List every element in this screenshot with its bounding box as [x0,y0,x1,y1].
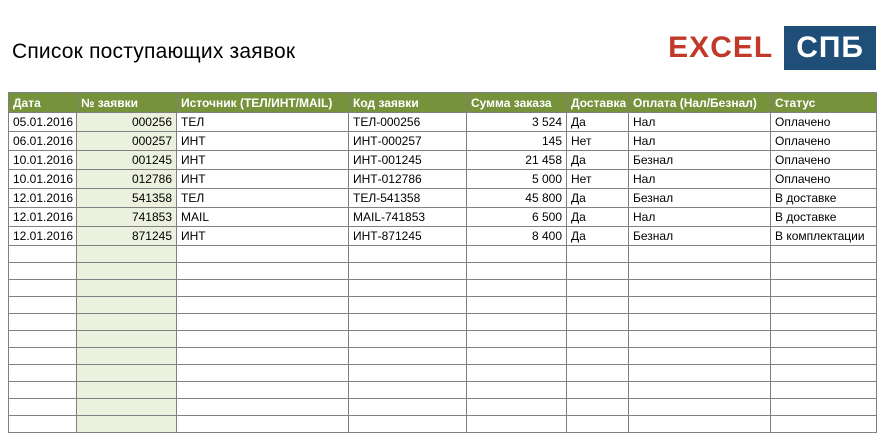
cell-source[interactable]: ТЕЛ [177,189,349,208]
cell-payment[interactable]: Безнал [629,189,771,208]
cell-order-number[interactable] [77,280,177,297]
cell-date[interactable] [9,331,77,348]
cell-order-number[interactable]: 741853 [77,208,177,227]
cell-order-number[interactable] [77,297,177,314]
cell-payment[interactable] [629,348,771,365]
cell-payment[interactable]: Нал [629,170,771,189]
cell-delivery[interactable]: Да [567,189,629,208]
cell-order-code[interactable]: ИНТ-871245 [349,227,467,246]
table-row[interactable] [9,314,877,331]
cell-order-sum[interactable]: 21 458 [467,151,567,170]
cell-delivery[interactable] [567,365,629,382]
orders-table-container [8,92,876,433]
cell-status[interactable] [771,399,877,416]
cell-order-number[interactable]: 541358 [77,189,177,208]
cell-status[interactable]: В доставке [771,189,877,208]
cell-order-sum[interactable] [467,382,567,399]
cell-payment[interactable] [629,280,771,297]
cell-status[interactable]: Оплачено [771,170,877,189]
cell-order-number[interactable]: 000256 [77,113,177,132]
page-title: Список поступающих заявок [12,40,296,63]
cell-payment[interactable]: Нал [629,113,771,132]
table-row[interactable] [9,246,877,263]
cell-date[interactable] [9,348,77,365]
cell-source[interactable]: ИНТ [177,227,349,246]
column-header-status[interactable]: Статус [771,93,877,113]
cell-status[interactable] [771,365,877,382]
cell-date[interactable] [9,365,77,382]
cell-order-code[interactable]: ИНТ-012786 [349,170,467,189]
cell-date[interactable]: 05.01.2016 [9,113,77,132]
table-row[interactable] [9,280,877,297]
cell-date[interactable] [9,263,77,280]
column-header-order-code[interactable]: Код заявки [349,93,467,113]
column-header-delivery[interactable]: Доставка [567,93,629,113]
cell-order-number[interactable]: 001245 [77,151,177,170]
cell-status[interactable] [771,348,877,365]
cell-order-sum[interactable]: 3 524 [467,113,567,132]
cell-payment[interactable] [629,416,771,433]
cell-date[interactable] [9,297,77,314]
cell-source[interactable]: ТЕЛ [177,113,349,132]
cell-date[interactable]: 06.01.2016 [9,132,77,151]
cell-status[interactable] [771,314,877,331]
cell-delivery[interactable] [567,331,629,348]
cell-status[interactable]: Оплачено [771,113,877,132]
cell-source[interactable] [177,382,349,399]
cell-status[interactable] [771,246,877,263]
cell-date[interactable]: 12.01.2016 [9,189,77,208]
cell-payment[interactable] [629,263,771,280]
table-row[interactable] [9,348,877,365]
cell-payment[interactable]: Безнал [629,227,771,246]
cell-payment[interactable] [629,331,771,348]
cell-order-sum[interactable]: 145 [467,132,567,151]
cell-delivery[interactable] [567,246,629,263]
table-header-row [9,93,877,113]
cell-payment[interactable] [629,382,771,399]
cell-delivery[interactable]: Да [567,227,629,246]
cell-order-code[interactable] [349,365,467,382]
table-row[interactable] [9,399,877,416]
column-header-payment[interactable]: Оплата (Нал/Безнал) [629,93,771,113]
cell-delivery[interactable]: Нет [567,170,629,189]
cell-source[interactable] [177,280,349,297]
cell-order-sum[interactable] [467,399,567,416]
cell-order-code[interactable]: ТЕЛ-541358 [349,189,467,208]
cell-delivery[interactable] [567,348,629,365]
cell-payment[interactable] [629,297,771,314]
cell-order-sum[interactable]: 45 800 [467,189,567,208]
cell-order-number[interactable] [77,246,177,263]
cell-source[interactable]: ИНТ [177,151,349,170]
cell-delivery[interactable]: Да [567,151,629,170]
cell-status[interactable] [771,416,877,433]
cell-payment[interactable]: Нал [629,132,771,151]
cell-order-code[interactable] [349,297,467,314]
cell-status[interactable] [771,331,877,348]
cell-order-sum[interactable] [467,365,567,382]
cell-order-sum[interactable] [467,314,567,331]
cell-order-code[interactable]: ТЕЛ-000256 [349,113,467,132]
cell-date[interactable] [9,246,77,263]
cell-order-number[interactable] [77,331,177,348]
cell-source[interactable]: ИНТ [177,132,349,151]
cell-order-code[interactable] [349,348,467,365]
column-header-order-sum[interactable]: Сумма заказа [467,93,567,113]
cell-order-number[interactable] [77,314,177,331]
cell-source[interactable]: MAIL [177,208,349,227]
cell-delivery[interactable] [567,399,629,416]
cell-payment[interactable] [629,314,771,331]
logo-excel-text: EXCEL [657,26,784,70]
cell-status[interactable]: Оплачено [771,151,877,170]
table-row[interactable] [9,170,877,189]
cell-source[interactable]: ИНТ [177,170,349,189]
cell-order-sum[interactable]: 5 000 [467,170,567,189]
cell-order-code[interactable] [349,280,467,297]
table-row[interactable] [9,132,877,151]
cell-order-sum[interactable] [467,297,567,314]
cell-source[interactable] [177,263,349,280]
logo [657,26,876,70]
cell-order-number[interactable] [77,365,177,382]
cell-order-code[interactable] [349,314,467,331]
table-row[interactable] [9,297,877,314]
table-row[interactable] [9,113,877,132]
cell-date[interactable]: 12.01.2016 [9,227,77,246]
cell-date[interactable] [9,416,77,433]
cell-order-sum[interactable]: 6 500 [467,208,567,227]
cell-status[interactable] [771,382,877,399]
cell-payment[interactable]: Безнал [629,151,771,170]
cell-order-number[interactable] [77,382,177,399]
cell-order-code[interactable] [349,399,467,416]
cell-order-code[interactable] [349,382,467,399]
table-body [9,113,877,433]
cell-delivery[interactable]: Да [567,208,629,227]
cell-delivery[interactable] [567,280,629,297]
cell-order-number[interactable] [77,399,177,416]
cell-delivery[interactable] [567,263,629,280]
table-header [9,93,877,113]
cell-order-number[interactable] [77,348,177,365]
table-row[interactable] [9,263,877,280]
cell-status[interactable]: В комплектации [771,227,877,246]
cell-date[interactable] [9,280,77,297]
cell-order-sum[interactable] [467,280,567,297]
cell-source[interactable] [177,399,349,416]
cell-source[interactable] [177,416,349,433]
column-header-source[interactable]: Источник (ТЕЛ/ИНТ/MAIL) [177,93,349,113]
table-row[interactable] [9,382,877,399]
cell-date[interactable]: 12.01.2016 [9,208,77,227]
orders-table [8,92,877,433]
cell-payment[interactable]: Нал [629,208,771,227]
cell-status[interactable] [771,297,877,314]
cell-status[interactable]: Оплачено [771,132,877,151]
table-row[interactable] [9,189,877,208]
table-row[interactable] [9,365,877,382]
cell-order-sum[interactable] [467,246,567,263]
cell-delivery[interactable] [567,382,629,399]
cell-source[interactable] [177,297,349,314]
cell-order-number[interactable] [77,263,177,280]
table-row[interactable] [9,151,877,170]
cell-order-number[interactable] [77,416,177,433]
cell-order-sum[interactable] [467,416,567,433]
column-header-date[interactable]: Дата [9,93,77,113]
cell-order-code[interactable] [349,263,467,280]
table-row[interactable] [9,208,877,227]
table-row[interactable] [9,416,877,433]
cell-payment[interactable] [629,365,771,382]
table-row[interactable] [9,227,877,246]
cell-date[interactable]: 10.01.2016 [9,170,77,189]
cell-status[interactable]: В доставке [771,208,877,227]
cell-source[interactable] [177,348,349,365]
cell-date[interactable] [9,314,77,331]
cell-source[interactable] [177,314,349,331]
cell-order-code[interactable]: ИНТ-000257 [349,132,467,151]
cell-order-number[interactable]: 871245 [77,227,177,246]
cell-date[interactable]: 10.01.2016 [9,151,77,170]
cell-order-sum[interactable] [467,331,567,348]
cell-source[interactable] [177,246,349,263]
cell-order-code[interactable]: ИНТ-001245 [349,151,467,170]
cell-order-code[interactable] [349,246,467,263]
cell-source[interactable] [177,365,349,382]
cell-order-sum[interactable] [467,263,567,280]
cell-order-code[interactable] [349,331,467,348]
cell-order-code[interactable] [349,416,467,433]
cell-date[interactable] [9,382,77,399]
cell-order-number[interactable]: 012786 [77,170,177,189]
cell-date[interactable] [9,399,77,416]
column-header-order-number[interactable]: № заявки [77,93,177,113]
cell-order-code[interactable]: MAIL-741853 [349,208,467,227]
cell-order-sum[interactable]: 8 400 [467,227,567,246]
cell-status[interactable] [771,280,877,297]
cell-delivery[interactable]: Да [567,113,629,132]
cell-payment[interactable] [629,246,771,263]
cell-delivery[interactable] [567,297,629,314]
cell-status[interactable] [771,263,877,280]
cell-payment[interactable] [629,399,771,416]
cell-delivery[interactable]: Нет [567,132,629,151]
cell-delivery[interactable] [567,314,629,331]
logo-spb-text: СПБ [784,26,876,70]
table-row[interactable] [9,331,877,348]
cell-delivery[interactable] [567,416,629,433]
cell-source[interactable] [177,331,349,348]
cell-order-number[interactable]: 000257 [77,132,177,151]
cell-order-sum[interactable] [467,348,567,365]
